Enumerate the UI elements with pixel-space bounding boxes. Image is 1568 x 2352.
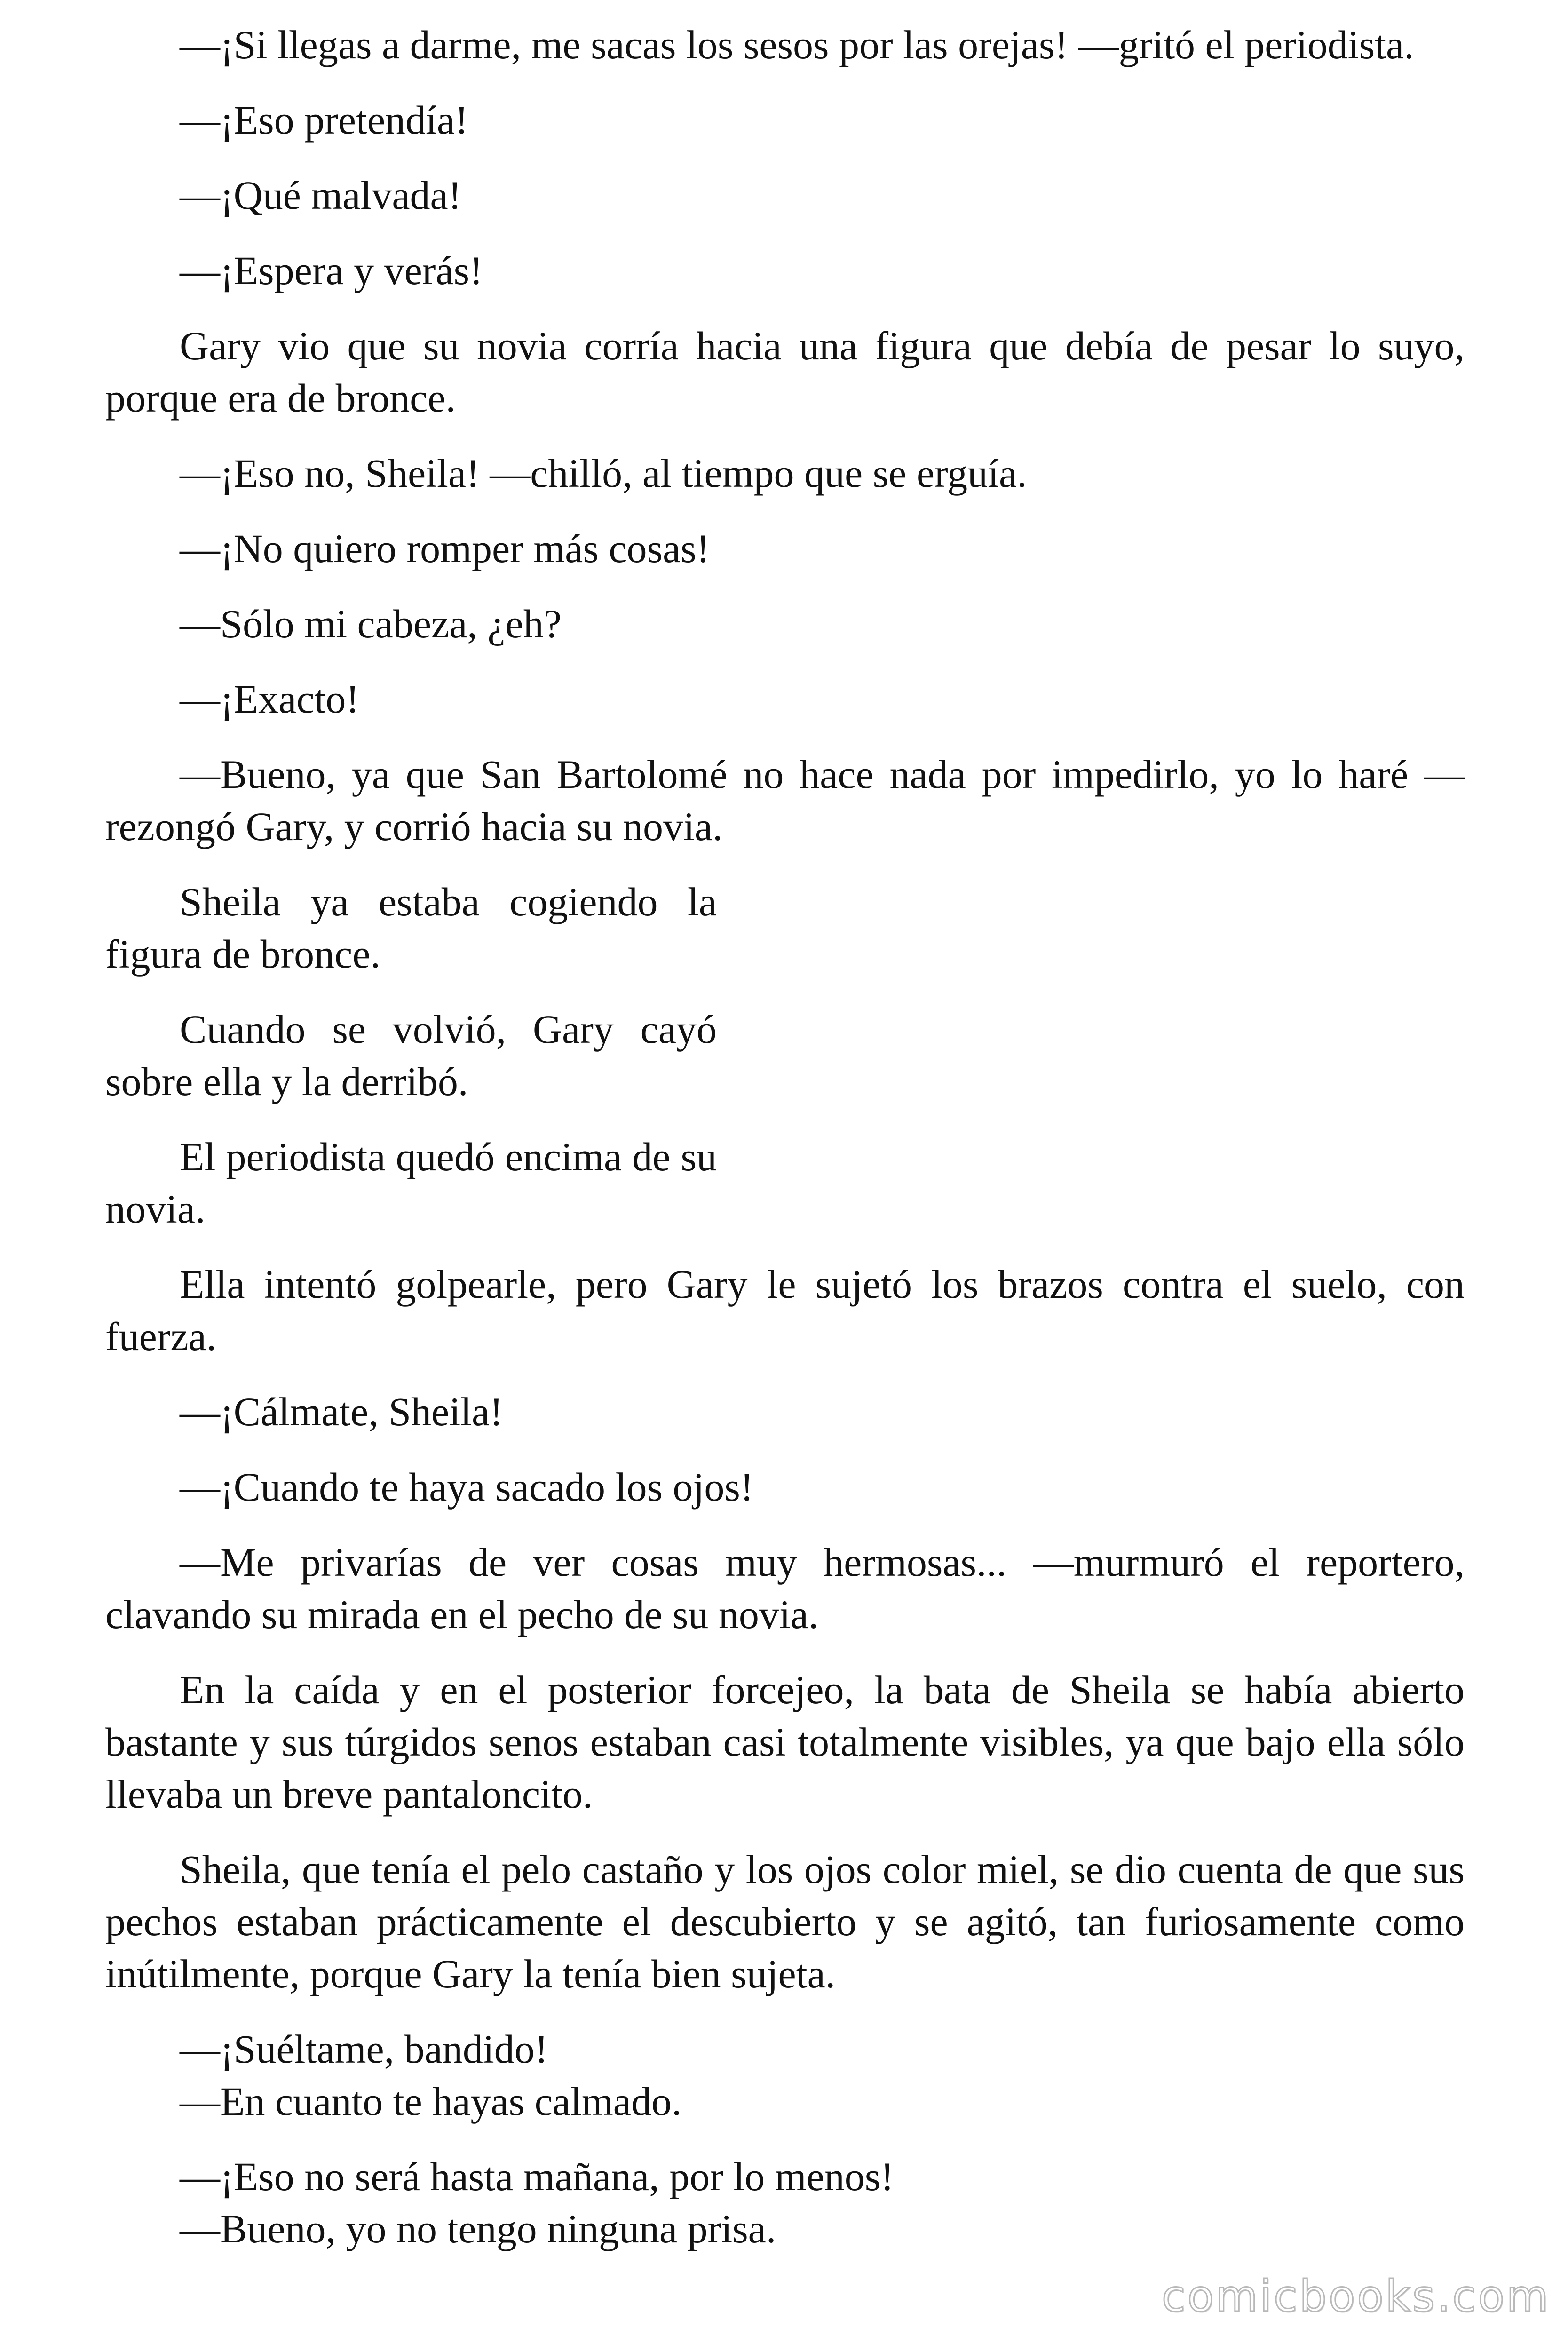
paragraph: —¡No quiero romper más cosas! (180, 526, 710, 571)
watermark: comicbooks.com (1162, 2271, 1551, 2321)
paragraph: —En cuanto te hayas calmado. (180, 2079, 682, 2124)
book-page (105, 19, 1465, 2255)
paragraph: El periodista quedó encima de su novia. (105, 1134, 717, 1232)
paragraph: —¡Espera y verás! (180, 248, 483, 293)
paragraph: —Bueno, yo no tengo ninguna prisa. (180, 2206, 776, 2251)
paragraph: —¡Eso pretendía! (180, 97, 468, 143)
paragraph: —¡Exacto! (180, 676, 360, 722)
paragraph: Cuando se volvió, Gary cayó sobre ella y la derribó. (105, 1007, 717, 1104)
paragraph: —¡Cuando te haya sacado los ojos! (180, 1464, 754, 1510)
paragraph: —¡Cálmate, Sheila! (180, 1389, 503, 1434)
paragraph: Ella intentó golpearle, pero Gary le sujetó los brazos contra el suelo, con fuerza. (105, 1262, 1465, 1359)
paragraph: —¡Qué malvada! (180, 173, 462, 218)
paragraph: —Sólo mi cabeza, ¿eh? (180, 601, 562, 646)
paragraph: Gary vio que su novia corría hacia una figura que debía de pesar lo suyo, porque era de bronce. (105, 323, 1465, 421)
paragraph: —¡Eso no será hasta mañana, por lo menos! (180, 2154, 894, 2199)
paragraph: Sheila, que tenía el pelo castaño y los ojos color miel, se dio cuenta de que sus pechos estaban prácticamente el descubierto y se agitó, tan furiosamente como inútilmente, porque Gary la tenía bien sujeta. (105, 1847, 1465, 1996)
paragraph: —Bueno, ya que San Bartolomé no hace nada por impedirlo, yo lo haré —rezongó Gary, y corrió hacia su novia. (105, 752, 1465, 849)
paragraph: En la caída y en el posterior forcejeo, la bata de Sheila se había abierto bastante y sus túrgidos senos estaban casi totalmente visibles, ya que bajo ella sólo llevaba un breve pantaloncito. (105, 1667, 1465, 1817)
paragraph: —¡Eso no, Sheila! —chilló, al tiempo que se erguía. (180, 451, 1027, 496)
paragraph: —Me privarías de ver cosas muy hermosas... —murmuró el reportero, clavando su mirada en el pecho de su novia. (105, 1540, 1465, 1637)
paragraph: —¡Si llegas a darme, me sacas los sesos por las orejas! —gritó el periodista. (180, 22, 1414, 67)
paragraph: Sheila ya estaba cogiendo la figura de bronce. (105, 879, 717, 977)
paragraph: —¡Suéltame, bandido! (180, 2026, 548, 2072)
